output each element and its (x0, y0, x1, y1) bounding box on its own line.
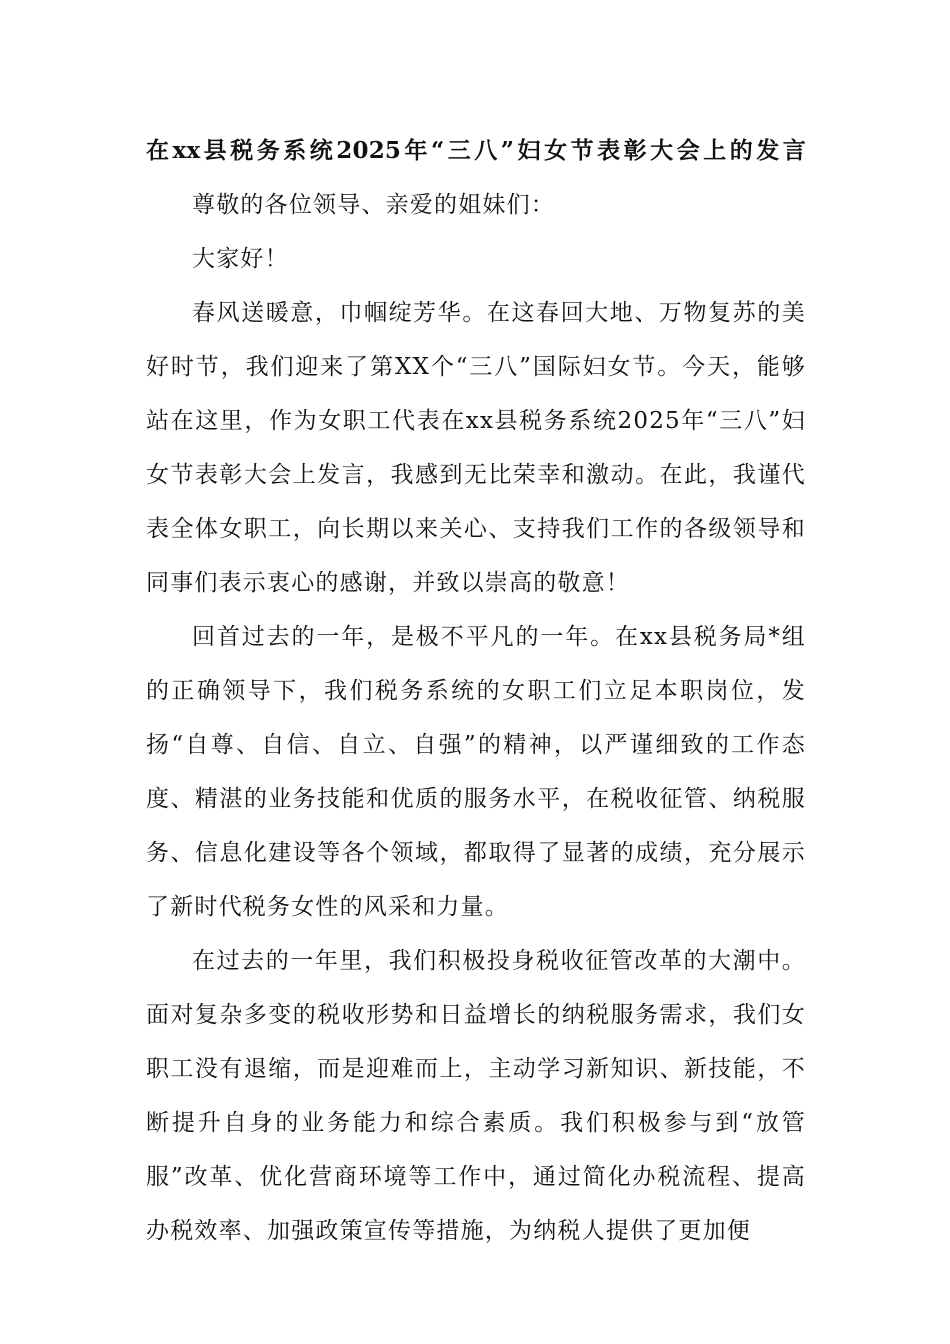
paragraph-salutation: 尊敬的各位领导、亲爱的姐妹们： (192, 192, 555, 218)
paragraph-reform: 在过去的一年里，我们积极投身税收征管改革的大潮中。面对复杂多变的税收形势和日益增长的纳税服务需求，我们女职工没有退缩，而是迎难而上，主动学习新知识、新技能，不断提升自身的业务能力和综合素质。我们积极参与到“放管服”改革、优化营商环境等工作中，通过简化办税流程、提高办税效率、加强政策宣传等措施，为纳税人提供了更加便 (146, 948, 806, 1244)
paragraph-greeting: 大家好！ (192, 246, 289, 272)
document-title: 在xx县税务系统2025年“三八”妇女节表彰大会上的发言 (146, 137, 806, 164)
paragraph-opening: 春风送暖意，巾帼绽芳华。在这春回大地、万物复苏的美好时节，我们迎来了第XX个“三八”国际妇女节。今天，能够站在这里，作为女职工代表在xx县税务系统2025年“三八”妇女节表彰大会上发言，我感到无比荣幸和激动。在此，我谨代表全体女职工，向长期以来关心、支持我们工作的各级领导和同事们表示衷心的感谢，并致以崇高的敬意！ (146, 300, 806, 596)
paragraph-review: 回首过去的一年，是极不平凡的一年。在xx县税务局*组的正确领导下，我们税务系统的女职工们立足本职岗位，发扬“自尊、自信、自立、自强”的精神，以严谨细致的工作态度、精湛的业务技能和优质的服务水平，在税收征管、纳税服务、信息化建设等各个领域，都取得了显著的成绩，充分展示了新时代税务女性的风采和力量。 (146, 624, 806, 920)
document-body (146, 124, 806, 1258)
